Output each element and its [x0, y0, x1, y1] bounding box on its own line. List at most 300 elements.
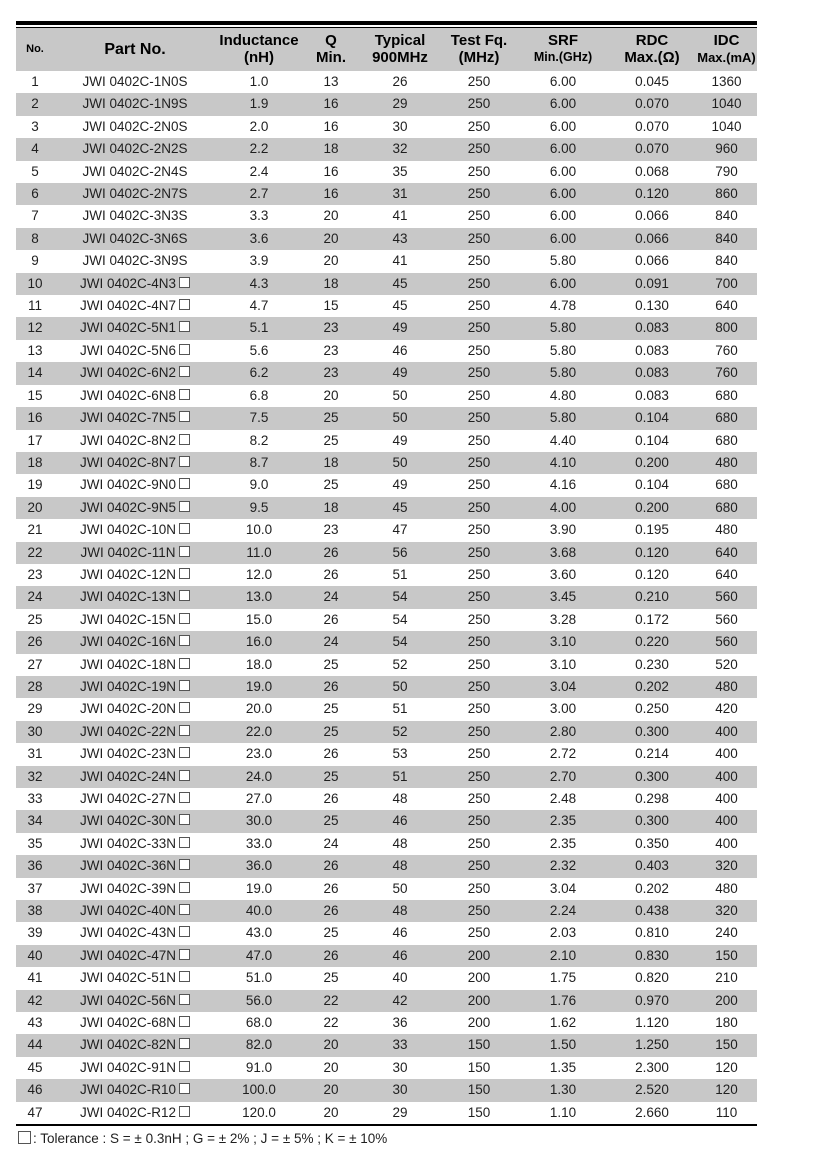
q-min-value: 25	[323, 656, 339, 672]
test-freq-value: 150	[467, 1059, 491, 1075]
row-number: 10	[27, 275, 43, 291]
row-number: 14	[27, 365, 43, 381]
row-number: 34	[27, 813, 43, 829]
typical-q-value: 49	[392, 365, 408, 381]
inductance-value: 10.0	[245, 522, 273, 538]
part-number: JWI 0402C-24N	[54, 766, 216, 788]
row-number: 23	[27, 566, 43, 582]
srf-value: 2.03	[549, 925, 577, 941]
table-row	[16, 586, 757, 608]
part-number: JWI 0402C-3N9S	[82, 253, 188, 269]
test-freq-value: 250	[467, 880, 491, 896]
typical-q-value: 46	[392, 947, 408, 963]
idc-value: 860	[715, 186, 738, 202]
tolerance-box-icon	[179, 680, 190, 691]
table-top-rule	[16, 21, 757, 28]
tolerance-box-icon	[179, 837, 190, 848]
q-min-value: 20	[323, 1037, 339, 1053]
typical-q-value: 45	[392, 499, 408, 515]
srf-value: 2.35	[549, 813, 577, 829]
table-row	[16, 385, 757, 407]
row-number: 20	[27, 499, 43, 515]
rdc-value: 1.250	[635, 1037, 669, 1053]
part-number: JWI 0402C-2N7S	[82, 186, 188, 202]
part-number: JWI 0402C-33N	[54, 833, 216, 855]
q-min-value: 26	[323, 611, 339, 627]
part-number: JWI 0402C-5N6	[54, 340, 216, 362]
inductance-value: 8.2	[249, 432, 269, 448]
srf-value: 3.04	[549, 880, 577, 896]
test-freq-value: 250	[467, 208, 491, 224]
table-row	[16, 990, 757, 1012]
table-row	[16, 1012, 757, 1034]
q-min-value: 20	[323, 253, 339, 269]
idc-value: 400	[715, 768, 738, 784]
typical-q-value: 42	[392, 992, 408, 1008]
rdc-value: 2.660	[635, 1104, 669, 1120]
srf-value: 1.75	[549, 970, 577, 986]
test-freq-value: 250	[467, 186, 491, 202]
typical-q-value: 49	[392, 477, 408, 493]
typical-q-value: 51	[392, 701, 408, 717]
idc-value: 960	[715, 141, 738, 157]
test-freq-value: 250	[467, 903, 491, 919]
inductance-value: 3.9	[249, 253, 269, 269]
column-header-part-no: Part No.	[54, 28, 216, 71]
tolerance-box-icon	[179, 926, 190, 937]
part-number: JWI 0402C-9N0	[54, 474, 216, 496]
idc-value: 1040	[711, 96, 742, 112]
idc-value: 1360	[711, 74, 742, 89]
idc-value: 240	[715, 925, 738, 941]
part-number: JWI 0402C-68N	[54, 1012, 216, 1034]
rdc-value: 0.830	[635, 947, 669, 963]
test-freq-value: 250	[467, 320, 491, 336]
test-freq-value: 250	[467, 253, 491, 269]
table-row	[16, 1034, 757, 1056]
tolerance-note	[16, 1131, 824, 1146]
row-number: 24	[27, 589, 43, 605]
tolerance-box-icon	[179, 859, 190, 870]
q-min-value: 24	[323, 835, 339, 851]
inductance-value: 40.0	[245, 903, 273, 919]
column-header-rdc: RDC Max.(Ω)	[608, 28, 696, 71]
row-number: 22	[27, 544, 43, 560]
test-freq-value: 250	[467, 925, 491, 941]
part-number: JWI 0402C-6N8	[54, 385, 216, 407]
q-min-value: 20	[323, 208, 339, 224]
table-row	[16, 878, 757, 900]
table-row	[16, 833, 757, 855]
srf-value: 2.35	[549, 835, 577, 851]
rdc-value: 0.120	[635, 544, 669, 560]
q-min-value: 25	[323, 432, 339, 448]
q-min-value: 25	[323, 477, 339, 493]
q-min-value: 24	[323, 634, 339, 650]
idc-value: 520	[715, 656, 738, 672]
q-min-value: 16	[323, 163, 339, 179]
idc-value: 560	[715, 589, 738, 605]
rdc-value: 0.202	[635, 678, 669, 694]
q-min-value: 23	[323, 522, 339, 538]
inductance-value: 8.7	[249, 454, 269, 470]
typical-q-value: 49	[392, 432, 408, 448]
inductance-value: 2.7	[249, 186, 269, 202]
row-number: 18	[27, 454, 43, 470]
rdc-value: 0.195	[635, 522, 669, 538]
idc-value: 420	[715, 701, 738, 717]
typical-q-value: 50	[392, 454, 408, 470]
inductance-value: 47.0	[245, 947, 273, 963]
inductance-value: 51.0	[245, 970, 273, 986]
q-min-value: 20	[323, 1059, 339, 1075]
row-number: 47	[27, 1104, 43, 1120]
test-freq-value: 250	[467, 477, 491, 493]
row-number: 4	[31, 141, 39, 157]
srf-value: 2.72	[549, 746, 577, 762]
typical-q-value: 45	[392, 275, 408, 291]
part-number: JWI 0402C-82N	[54, 1034, 216, 1056]
q-min-value: 26	[323, 678, 339, 694]
inductance-value: 30.0	[245, 813, 273, 829]
table-row	[16, 407, 757, 429]
row-number: 16	[27, 410, 43, 426]
rdc-value: 0.300	[635, 813, 669, 829]
test-freq-value: 250	[467, 118, 491, 134]
test-freq-value: 250	[467, 365, 491, 381]
srf-value: 5.80	[549, 410, 577, 426]
tolerance-box-icon	[179, 613, 190, 624]
row-number: 44	[27, 1037, 43, 1053]
row-number: 33	[27, 791, 43, 806]
q-min-value: 16	[323, 96, 339, 112]
srf-value: 6.00	[549, 96, 577, 112]
row-number: 8	[31, 230, 39, 246]
idc-value: 320	[715, 858, 738, 874]
typical-q-value: 54	[392, 589, 408, 605]
q-min-value: 25	[323, 768, 339, 784]
row-number: 1	[31, 74, 39, 89]
inductance-value: 9.5	[249, 499, 269, 515]
inductance-value: 22.0	[245, 723, 273, 739]
part-number: JWI 0402C-1N0S	[82, 74, 188, 89]
tolerance-box-icon	[179, 792, 190, 803]
rdc-value: 0.120	[635, 566, 669, 582]
rdc-value: 0.350	[635, 835, 669, 851]
q-min-value: 25	[323, 701, 339, 717]
srf-value: 2.48	[549, 791, 577, 806]
part-number: JWI 0402C-13N	[54, 586, 216, 608]
typical-q-value: 56	[392, 544, 408, 560]
column-header-no: No.	[16, 28, 54, 71]
part-number: JWI 0402C-15N	[54, 609, 216, 631]
part-number: JWI 0402C-36N	[54, 855, 216, 877]
part-number: JWI 0402C-30N	[54, 810, 216, 832]
inductance-value: 24.0	[245, 768, 273, 784]
srf-value: 1.10	[549, 1104, 577, 1120]
part-number: JWI 0402C-4N3	[54, 273, 216, 295]
typical-q-value: 46	[392, 813, 408, 829]
srf-value: 6.00	[549, 74, 577, 89]
tolerance-box-icon	[179, 299, 190, 310]
inductance-value: 4.3	[249, 275, 269, 291]
row-number: 15	[27, 387, 43, 403]
rdc-value: 0.066	[635, 208, 669, 224]
idc-value: 840	[715, 253, 738, 269]
srf-value: 4.16	[549, 477, 577, 493]
typical-q-value: 53	[392, 746, 408, 762]
table-row	[16, 698, 757, 720]
part-number: JWI 0402C-23N	[54, 743, 216, 765]
inductor-spec-table	[16, 28, 757, 1126]
part-number: JWI 0402C-4N7	[54, 295, 216, 317]
part-number: JWI 0402C-40N	[54, 900, 216, 922]
table-row	[16, 788, 757, 810]
row-number: 9	[31, 253, 39, 269]
srf-value: 4.78	[549, 298, 577, 314]
row-number: 41	[27, 970, 43, 986]
idc-value: 150	[715, 1037, 738, 1053]
typical-q-value: 29	[392, 1104, 408, 1120]
q-min-value: 18	[323, 141, 339, 157]
typical-q-value: 40	[392, 970, 408, 986]
table-row	[16, 1057, 757, 1079]
srf-value: 4.40	[549, 432, 577, 448]
q-min-value: 22	[323, 992, 339, 1008]
part-number: JWI 0402C-3N6S	[82, 230, 188, 246]
rdc-value: 0.172	[635, 611, 669, 627]
row-number: 13	[27, 342, 43, 358]
srf-value: 5.80	[549, 342, 577, 358]
inductance-value: 15.0	[245, 611, 273, 627]
part-number: JWI 0402C-3N3S	[82, 208, 188, 224]
row-number: 5	[31, 163, 39, 179]
row-number: 27	[27, 656, 43, 672]
test-freq-value: 200	[467, 992, 491, 1008]
rdc-value: 0.045	[635, 74, 669, 89]
idc-value: 640	[715, 566, 738, 582]
rdc-value: 0.810	[635, 925, 669, 941]
rdc-value: 0.438	[635, 903, 669, 919]
tolerance-box-icon	[179, 1016, 190, 1027]
rdc-value: 0.070	[635, 96, 669, 112]
tolerance-box-icon	[179, 1106, 190, 1117]
q-min-value: 16	[323, 186, 339, 202]
tolerance-box-icon	[179, 725, 190, 736]
row-number: 43	[27, 1015, 43, 1031]
inductance-value: 5.1	[249, 320, 269, 336]
part-number: JWI 0402C-10N	[54, 519, 216, 541]
test-freq-value: 250	[467, 858, 491, 874]
rdc-value: 0.200	[635, 454, 669, 470]
rdc-value: 0.300	[635, 768, 669, 784]
row-number: 25	[27, 611, 43, 627]
table-row	[16, 116, 757, 138]
tolerance-box-icon	[18, 1131, 31, 1144]
idc-value: 700	[715, 275, 738, 291]
inductance-value: 23.0	[245, 746, 273, 762]
rdc-value: 0.300	[635, 723, 669, 739]
part-number: JWI 0402C-12N	[54, 564, 216, 586]
idc-value: 1040	[711, 118, 742, 134]
typical-q-value: 45	[392, 298, 408, 314]
rdc-value: 0.214	[635, 746, 669, 762]
typical-q-value: 49	[392, 320, 408, 336]
tolerance-box-icon	[179, 344, 190, 355]
part-number: JWI 0402C-R10	[54, 1079, 216, 1101]
table-row	[16, 519, 757, 541]
idc-value: 120	[715, 1082, 738, 1098]
test-freq-value: 250	[467, 74, 491, 89]
tolerance-box-icon	[179, 321, 190, 332]
q-min-value: 20	[323, 230, 339, 246]
column-header-idc: IDC Max.(mA)	[696, 28, 757, 71]
table-row	[16, 810, 757, 832]
q-min-value: 26	[323, 566, 339, 582]
q-min-value: 26	[323, 858, 339, 874]
part-number: JWI 0402C-8N2	[54, 430, 216, 452]
table-row	[16, 743, 757, 765]
tolerance-box-icon	[179, 702, 190, 713]
tolerance-box-icon	[179, 882, 190, 893]
srf-value: 3.04	[549, 678, 577, 694]
typical-q-value: 33	[392, 1037, 408, 1053]
q-min-value: 18	[323, 499, 339, 515]
test-freq-value: 250	[467, 298, 491, 314]
idc-value: 480	[715, 454, 738, 470]
table-header	[16, 28, 757, 71]
q-min-value: 22	[323, 1015, 339, 1031]
part-number: JWI 0402C-5N1	[54, 317, 216, 339]
srf-value: 3.00	[549, 701, 577, 717]
srf-value: 5.80	[549, 253, 577, 269]
table-row	[16, 967, 757, 989]
idc-value: 400	[715, 791, 738, 806]
inductance-value: 11.0	[246, 544, 272, 560]
tolerance-box-icon	[179, 1083, 190, 1094]
idc-value: 400	[715, 746, 738, 762]
table-row	[16, 766, 757, 788]
tolerance-box-icon	[179, 411, 190, 422]
typical-q-value: 50	[392, 880, 408, 896]
table-row	[16, 250, 757, 272]
tolerance-box-icon	[179, 389, 190, 400]
q-min-value: 26	[323, 746, 339, 762]
rdc-value: 0.130	[635, 298, 669, 314]
part-number: JWI 0402C-56N	[54, 990, 216, 1012]
inductance-value: 2.0	[249, 118, 269, 134]
row-number: 42	[27, 992, 43, 1008]
srf-value: 2.32	[549, 858, 577, 874]
srf-value: 2.80	[549, 723, 577, 739]
row-number: 28	[27, 678, 43, 694]
row-number: 19	[27, 477, 43, 493]
idc-value: 680	[715, 477, 738, 493]
row-number: 3	[31, 118, 39, 134]
idc-value: 480	[715, 678, 738, 694]
part-number: JWI 0402C-19N	[54, 676, 216, 698]
srf-value: 1.30	[549, 1082, 577, 1098]
table-row	[16, 1102, 757, 1125]
inductance-value: 12.0	[245, 566, 273, 582]
test-freq-value: 250	[467, 163, 491, 179]
inductance-value: 4.7	[249, 298, 269, 314]
part-number: JWI 0402C-6N2	[54, 362, 216, 384]
idc-value: 760	[715, 342, 738, 358]
row-number: 45	[27, 1059, 43, 1075]
table-body	[16, 71, 757, 1125]
q-min-value: 23	[323, 320, 339, 336]
inductance-value: 5.6	[249, 342, 269, 358]
tolerance-box-icon	[179, 523, 190, 534]
idc-value: 640	[715, 544, 738, 560]
inductance-value: 33.0	[245, 835, 273, 851]
srf-value: 1.50	[549, 1037, 577, 1053]
part-number: JWI 0402C-8N7	[54, 452, 216, 474]
q-min-value: 15	[323, 298, 339, 314]
rdc-value: 0.220	[635, 634, 669, 650]
srf-value: 1.35	[549, 1059, 577, 1075]
tolerance-box-icon	[179, 747, 190, 758]
typical-q-value: 54	[392, 611, 408, 627]
inductance-value: 43.0	[245, 925, 273, 941]
table-row	[16, 542, 757, 564]
table-row	[16, 609, 757, 631]
test-freq-value: 250	[467, 96, 491, 112]
typical-q-value: 47	[392, 522, 408, 538]
srf-value: 6.00	[549, 141, 577, 157]
table-row	[16, 900, 757, 922]
test-freq-value: 250	[467, 410, 491, 426]
typical-q-value: 41	[392, 208, 408, 224]
typical-q-value: 46	[392, 342, 408, 358]
inductance-value: 1.9	[249, 96, 269, 112]
idc-value: 180	[715, 1015, 738, 1031]
inductance-value: 9.0	[249, 477, 269, 493]
rdc-value: 0.083	[635, 342, 669, 358]
table-row	[16, 273, 757, 295]
test-freq-value: 250	[467, 611, 491, 627]
q-min-value: 13	[323, 74, 339, 89]
srf-value: 5.80	[549, 365, 577, 381]
srf-value: 4.00	[549, 499, 577, 515]
q-min-value: 25	[323, 813, 339, 829]
q-min-value: 25	[323, 723, 339, 739]
test-freq-value: 250	[467, 499, 491, 515]
part-number: JWI 0402C-R12	[54, 1102, 216, 1125]
part-number: JWI 0402C-2N0S	[82, 118, 188, 134]
tolerance-box-icon	[179, 501, 190, 512]
rdc-value: 0.066	[635, 230, 669, 246]
test-freq-value: 250	[467, 768, 491, 784]
test-freq-value: 250	[467, 589, 491, 605]
test-freq-value: 250	[467, 634, 491, 650]
idc-value: 400	[715, 723, 738, 739]
q-min-value: 26	[323, 880, 339, 896]
idc-value: 790	[715, 163, 738, 179]
inductance-value: 6.2	[249, 365, 269, 381]
tolerance-box-icon	[179, 658, 190, 669]
column-header-inductance: Inductance (nH)	[216, 28, 302, 71]
srf-value: 4.80	[549, 387, 577, 403]
idc-value: 680	[715, 499, 738, 515]
tolerance-box-icon	[179, 590, 190, 601]
part-number: JWI 0402C-2N4S	[82, 163, 188, 179]
srf-value: 2.10	[549, 947, 577, 963]
rdc-value: 0.104	[635, 477, 669, 493]
typical-q-value: 46	[392, 925, 408, 941]
idc-value: 560	[715, 611, 738, 627]
